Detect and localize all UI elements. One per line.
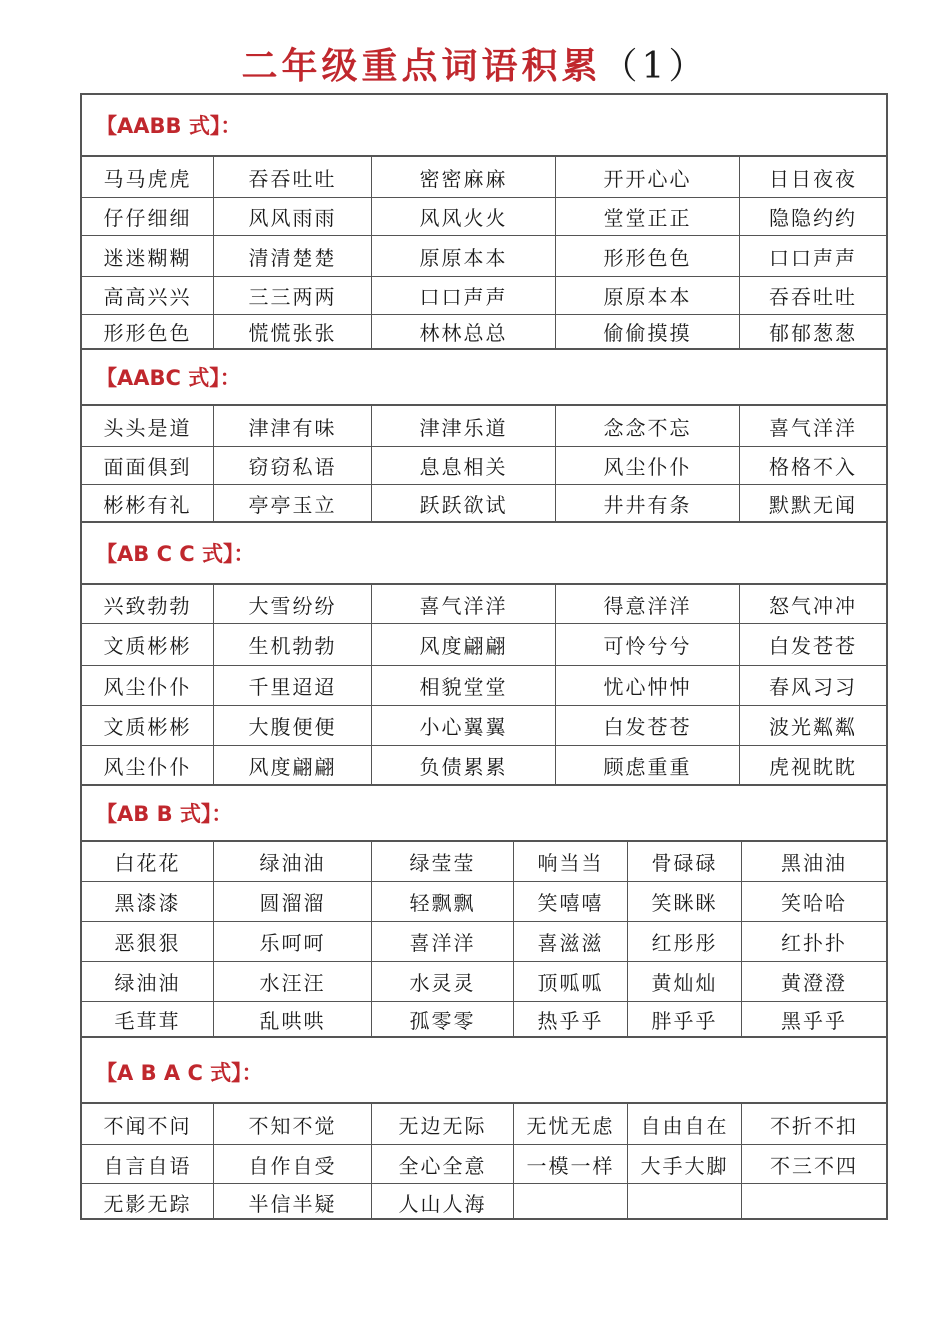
word-cell: 恶狠狠 [82, 922, 214, 961]
word-row [82, 666, 886, 706]
word-row [82, 746, 886, 786]
title-text: 二年级重点词语积累 [241, 45, 602, 87]
word-cell: 清清楚楚 [214, 236, 372, 276]
word-cell: 自言自语 [82, 1145, 214, 1183]
word-cell: 默默无闻 [769, 492, 857, 517]
word-cell: 无影无踪 [82, 1184, 214, 1220]
word-cell: 偷偷摸摸 [556, 315, 740, 348]
word-cell: 喜洋洋 [372, 922, 514, 961]
word-cell: 风风雨雨 [214, 198, 372, 235]
word-cell: 兴致勃勃 [82, 585, 214, 623]
word-cell: 不知不觉 [214, 1104, 372, 1144]
word-cell: 红扑扑 [781, 931, 847, 955]
word-cell: 忧心忡忡 [556, 666, 740, 705]
word-row [82, 882, 886, 922]
section-heading: 【AB C C 式】： [82, 523, 886, 585]
word-cell: 息息相关 [372, 447, 556, 484]
word-cell: 红彤彤 [628, 922, 742, 961]
title-number: （1） [601, 46, 709, 87]
word-cell: 骨碌碌 [628, 842, 742, 881]
word-cell: 吞吞吐吐 [214, 157, 372, 197]
word-cell: 黑油油 [781, 851, 847, 875]
word-cell: 形形色色 [556, 236, 740, 276]
word-cell: 三三两两 [214, 277, 372, 314]
word-cell: 郁郁葱葱 [769, 321, 857, 345]
word-row [82, 406, 886, 447]
word-cell: 毛茸茸 [82, 1002, 214, 1036]
word-row [82, 1184, 886, 1220]
word-cell: 热乎乎 [514, 1002, 628, 1036]
word-cell: 无边无际 [372, 1104, 514, 1144]
word-cell: 大雪纷纷 [214, 585, 372, 623]
word-cell: 可怜兮兮 [556, 624, 740, 665]
word-cell: 黄灿灿 [628, 962, 742, 1001]
word-cell: 格格不入 [769, 455, 857, 479]
word-cell: 井井有条 [556, 485, 740, 521]
word-cell: 林林总总 [372, 315, 556, 348]
word-cell: 绿油油 [214, 842, 372, 881]
word-row [82, 485, 886, 523]
word-cell: 开开心心 [556, 157, 740, 197]
word-cell: 头头是道 [82, 406, 214, 446]
word-cell: 文质彬彬 [82, 624, 214, 665]
word-cell: 风尘仆仆 [82, 666, 214, 705]
word-cell: 胖乎乎 [628, 1002, 742, 1036]
word-cell: 口口声声 [372, 277, 556, 314]
word-cell: 不闻不问 [82, 1104, 214, 1144]
word-cell: 念念不忘 [556, 406, 740, 446]
word-cell: 慌慌张张 [214, 315, 372, 348]
word-cell [514, 1184, 628, 1220]
word-cell: 相貌堂堂 [372, 666, 556, 705]
section-3 [82, 523, 886, 786]
word-cell: 顾虑重重 [556, 746, 740, 784]
word-cell: 波光粼粼 [769, 715, 857, 739]
word-cell: 喜气洋洋 [769, 415, 857, 440]
word-row [82, 585, 886, 624]
word-cell: 得意洋洋 [556, 585, 740, 623]
word-cell: 吞吞吐吐 [769, 285, 857, 309]
word-cell: 原原本本 [372, 236, 556, 276]
word-cell: 轻飘飘 [372, 882, 514, 921]
word-cell: 彬彬有礼 [82, 485, 214, 521]
word-cell: 全心全意 [372, 1145, 514, 1183]
word-row [82, 198, 886, 236]
word-cell: 绿莹莹 [372, 842, 514, 881]
section-heading: 【AB B 式】： [82, 786, 886, 842]
word-cell: 仔仔细细 [82, 198, 214, 235]
word-cell: 文质彬彬 [82, 706, 214, 745]
word-row [82, 236, 886, 277]
section-4 [82, 786, 886, 1038]
word-cell: 笑哈哈 [781, 891, 847, 915]
word-cell: 顶呱呱 [514, 962, 628, 1001]
word-cell: 圆溜溜 [214, 882, 372, 921]
vocabulary-sheet [80, 93, 888, 1220]
word-cell: 跃跃欲试 [372, 485, 556, 521]
word-row [82, 157, 886, 198]
word-cell: 春风习习 [769, 675, 857, 699]
word-cell: 千里迢迢 [214, 666, 372, 705]
word-row [82, 315, 886, 350]
word-row [82, 842, 886, 882]
word-cell: 堂堂正正 [556, 198, 740, 235]
word-cell: 孤零零 [372, 1002, 514, 1036]
word-cell: 虎视眈眈 [769, 754, 857, 779]
word-cell: 大腹便便 [214, 706, 372, 745]
word-cell: 响当当 [514, 842, 628, 881]
word-cell: 人山人海 [372, 1184, 514, 1220]
word-cell: 小心翼翼 [372, 706, 556, 745]
word-cell: 形形色色 [82, 315, 214, 348]
page-title [0, 38, 950, 90]
word-cell: 口口声声 [769, 245, 857, 270]
word-cell: 窃窃私语 [214, 447, 372, 484]
word-row [82, 1002, 886, 1038]
word-cell [628, 1184, 742, 1220]
word-cell [742, 1184, 886, 1220]
word-cell: 津津乐道 [372, 406, 556, 446]
word-cell: 笑嘻嘻 [514, 882, 628, 921]
word-cell: 喜气洋洋 [372, 585, 556, 623]
word-cell: 亭亭玉立 [214, 485, 372, 521]
word-row [82, 277, 886, 315]
word-cell: 津津有味 [214, 406, 372, 446]
section-heading: 【AABC 式】： [82, 350, 886, 406]
word-cell: 乱哄哄 [214, 1002, 372, 1036]
word-cell: 水汪汪 [214, 962, 372, 1001]
word-row [82, 624, 886, 666]
word-cell: 隐隐约约 [769, 206, 857, 230]
word-cell: 白花花 [82, 842, 214, 881]
section-heading: 【A B A C 式】： [82, 1042, 886, 1104]
word-cell: 生机勃勃 [214, 624, 372, 665]
word-cell: 绿油油 [82, 962, 214, 1001]
word-cell: 笑眯眯 [628, 882, 742, 921]
word-cell: 自作自受 [214, 1145, 372, 1183]
section-heading: 【AABB 式】： [82, 95, 886, 157]
word-cell: 黑漆漆 [82, 882, 214, 921]
word-row [82, 447, 886, 485]
word-cell: 风尘仆仆 [82, 746, 214, 784]
word-cell: 马马虎虎 [82, 157, 214, 197]
section-2 [82, 350, 886, 523]
word-cell: 风风火火 [372, 198, 556, 235]
word-cell: 不三不四 [770, 1153, 858, 1178]
word-cell: 原原本本 [556, 277, 740, 314]
word-cell: 面面俱到 [82, 447, 214, 484]
word-cell: 水灵灵 [372, 962, 514, 1001]
word-cell: 无忧无虑 [514, 1104, 628, 1144]
word-cell: 高高兴兴 [82, 277, 214, 314]
word-cell: 密密麻麻 [372, 157, 556, 197]
word-cell: 黄澄澄 [781, 971, 847, 995]
word-row [82, 922, 886, 962]
word-cell: 自由自在 [628, 1104, 742, 1144]
word-cell: 大手大脚 [628, 1145, 742, 1183]
word-row [82, 706, 886, 746]
word-cell: 日日夜夜 [769, 166, 857, 191]
word-cell: 黑乎乎 [781, 1008, 847, 1033]
word-cell: 白发苍苍 [556, 706, 740, 745]
word-cell: 风度翩翩 [214, 746, 372, 784]
word-cell: 怒气冲冲 [769, 593, 857, 618]
word-cell: 负债累累 [372, 746, 556, 784]
word-cell: 一模一样 [514, 1145, 628, 1183]
section-5 [82, 1042, 886, 1220]
word-cell: 乐呵呵 [214, 922, 372, 961]
word-row [82, 962, 886, 1002]
word-cell: 风尘仆仆 [556, 447, 740, 484]
word-cell: 风度翩翩 [372, 624, 556, 665]
section-1 [82, 95, 886, 350]
word-cell: 半信半疑 [214, 1184, 372, 1220]
word-cell: 白发苍苍 [769, 634, 857, 658]
word-cell: 迷迷糊糊 [82, 236, 214, 276]
word-cell: 不折不扣 [770, 1113, 858, 1138]
word-row [82, 1104, 886, 1145]
word-cell: 喜滋滋 [514, 922, 628, 961]
word-row [82, 1145, 886, 1184]
